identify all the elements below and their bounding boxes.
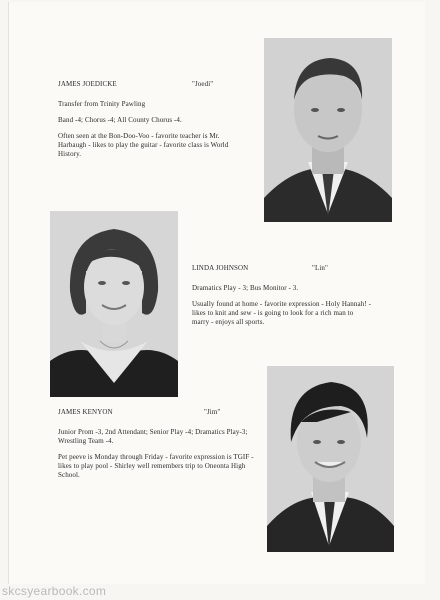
student-nickname: "Lin" — [312, 264, 328, 272]
student-name: LINDA JOHNSON — [192, 264, 249, 272]
portrait-photo-joedicke — [264, 38, 392, 222]
student-detail: Transfer from Trinity Pawling — [58, 100, 146, 108]
student-nickname: "Jim" — [204, 408, 221, 416]
student-nickname: "Joedi" — [192, 80, 214, 88]
student-detail: Dramatics Play - 3; Bus Monitor - 3. — [192, 284, 299, 292]
portrait-photo-johnson — [50, 211, 178, 397]
student-detail: Junior Prom -3, 2nd Attendant; Senior Play -4; Dramatics Play-3; Wrestling Team -4. — [58, 428, 248, 445]
watermark-url: skcsyearbook.com — [2, 584, 107, 598]
student-detail: Pet peeve is Monday through Friday - favorite expression is TGIF - likes to play pool - Shirley well remembers trip to Oneonta High School. — [58, 453, 254, 479]
student-detail: Band -4; Chorus -4; All County Chorus -4. — [58, 116, 182, 124]
student-name: JAMES KENYON — [58, 408, 113, 416]
portrait-photo-kenyon — [267, 366, 394, 552]
male-portrait-icon — [264, 38, 392, 222]
student-detail: Often seen at the Bon-Doo-Voo - favorite teacher is Mr. Harbaugh - likes to play the guitar - favorite class is World History. — [58, 132, 229, 158]
student-entry-kenyon — [58, 408, 258, 487]
student-name: JAMES JOEDICKE — [58, 80, 117, 88]
female-portrait-icon — [50, 211, 178, 397]
male-portrait-icon — [267, 366, 394, 552]
student-entry-johnson — [192, 264, 372, 334]
student-entry-joedicke — [58, 80, 248, 166]
student-detail: Usually found at home - favorite expression - Holy Hannah! - likes to knit and sew - is going to look for a rich man to marry - enjoys all sports. — [192, 300, 372, 326]
